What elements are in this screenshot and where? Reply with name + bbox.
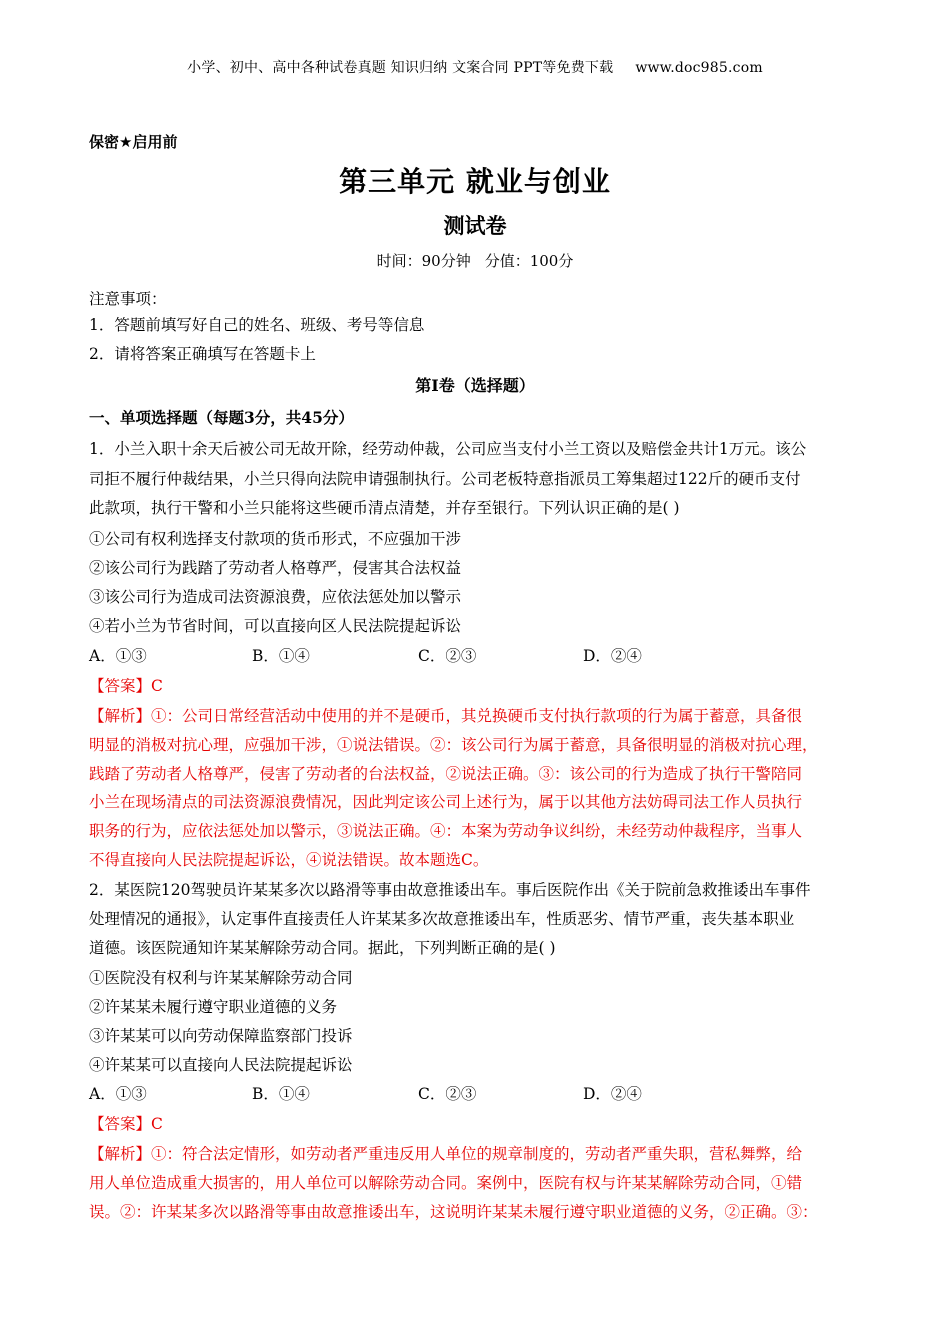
header-url[interactable]: www.doc985.com	[635, 60, 763, 76]
q1-stem-line: 此款项，执行干警和小兰只能将这些硬币清点清楚，并存至银行。下列认识正确的是( )	[89, 499, 680, 517]
exam-score: 分值：100分	[484, 252, 574, 270]
q1-analysis-line: 明显的消极对抗心理，应强加干涉，①说法错误。②：该公司行为属于蓄意，具备很明显的消极对抗心理，	[89, 736, 818, 754]
notes-heading: 注意事项：	[89, 290, 167, 308]
q2-analysis-first-line	[89, 1142, 879, 1164]
q2-answer: 【答案】C	[89, 1115, 163, 1133]
q1-analysis-first-line	[89, 704, 879, 726]
header-text: 小学、初中、高中各种试卷真题 知识归纳 文案合同 PPT等免费下载	[187, 60, 614, 76]
q1-option-c: C．②③	[418, 647, 477, 665]
section-title: 第I卷（选择题）	[415, 376, 535, 395]
q1-statement: ②该公司行为践踏了劳动者人格尊严，侵害其合法权益	[89, 559, 462, 577]
q2-statement: ④许某某可以直接向人民法院提起诉讼	[89, 1056, 353, 1074]
q1-statement: ④若小兰为节省时间，可以直接向区人民法院提起诉讼	[89, 617, 462, 635]
q1-analysis-line: 小兰在现场清点的司法资源浪费情况，因此判定该公司上述行为，属于以其他方法妨碍司法工作人员执行	[89, 793, 803, 811]
q1-option-b: B．①④	[252, 647, 310, 665]
q2-option-b: B．①④	[252, 1085, 310, 1103]
q2-analysis-line: 用人单位造成重大损害的，用人单位可以解除劳动合同。案例中，医院有权与许某某解除劳动合同，①错	[89, 1174, 803, 1192]
page-title: 第三单元 就业与创业	[339, 165, 611, 198]
q2-option-a: A．①③	[89, 1085, 147, 1103]
exam-time: 时间：90分钟	[376, 252, 471, 270]
q1-option-d: D．②④	[583, 647, 642, 665]
q2-analysis-line: 误。②：许某某多次以路滑等事由故意推诿出车，这说明许某某未履行遵守职业道德的义务，②正确。③：	[89, 1203, 818, 1221]
page-header	[0, 57, 950, 77]
q2-option-c: C．②③	[418, 1085, 477, 1103]
q1-statement: ③该公司行为造成司法资源浪费，应依法惩处加以警示	[89, 588, 462, 606]
q2-stem-line: 2．某医院120驾驶员许某某多次以路滑等事由故意推诿出车。事后医院作出《关于院前急救推诿出车事件	[89, 881, 811, 899]
q1-answer: 【答案】C	[89, 677, 163, 695]
q1-analysis-line: ①：公司日常经营活动中使用的并不是硬币，其兑换硬币支付执行款项的行为属于蓄意，具备很	[151, 707, 803, 725]
q2-statement: ②许某某未履行遵守职业道德的义务	[89, 998, 338, 1016]
q1-statement: ①公司有权利选择支付款项的货币形式，不应强加干涉	[89, 530, 462, 548]
q2-analysis-line: ①：符合法定情形，如劳动者严重违反用人单位的规章制度的，劳动者严重失职，营私舞弊，给	[151, 1145, 803, 1163]
q1-analysis-line: 不得直接向人民法院提起诉讼，④说法错误。故本题选C。	[89, 851, 489, 869]
note-item: 2．请将答案正确填写在答题卡上	[89, 345, 316, 363]
q2-statement: ③许某某可以向劳动保障监察部门投诉	[89, 1027, 353, 1045]
q2-stem-line: 处理情况的通报》，认定事件直接责任人许某某多次故意推诿出车，性质恶劣、情节严重，丧失基本职业	[89, 910, 795, 928]
q2-analysis-label: 【解析】	[89, 1145, 152, 1163]
q1-analysis-line: 职务的行为，应依法惩处加以警示，③说法正确。④：本案为劳动争议纠纷，未经劳动仲裁程序，当事人	[89, 822, 803, 840]
q1-analysis-line: 践踏了劳动者人格尊严，侵害了劳动者的台法权益，②说法正确。③：该公司的行为造成了执行干警陪同	[89, 765, 803, 783]
exam-meta	[0, 250, 950, 271]
q1-analysis-label: 【解析】	[89, 707, 152, 725]
q1-stem-line: 1．小兰入职十余天后被公司无故开除，经劳动仲裁，公司应当支付小兰工资以及赔偿金共计1万元。该公	[89, 440, 807, 458]
q2-statement: ①医院没有权利与许某某解除劳动合同	[89, 969, 353, 987]
q1-stem-line: 司拒不履行仲裁结果，小兰只得向法院申请强制执行。公司老板特意指派员工筹集超过122斤的硬币支付	[89, 470, 801, 488]
q2-stem-line: 道德。该医院通知许某某解除劳动合同。据此，下列判断正确的是( )	[89, 939, 556, 957]
page-subtitle: 测试卷	[443, 214, 507, 238]
part-title: 一、单项选择题（每题3分，共45分）	[89, 408, 354, 427]
q2-option-d: D．②④	[583, 1085, 642, 1103]
confidential-label: 保密★启用前	[89, 133, 178, 151]
q1-option-a: A．①③	[89, 647, 147, 665]
note-item: 1．答题前填写好自己的姓名、班级、考号等信息	[89, 316, 425, 334]
